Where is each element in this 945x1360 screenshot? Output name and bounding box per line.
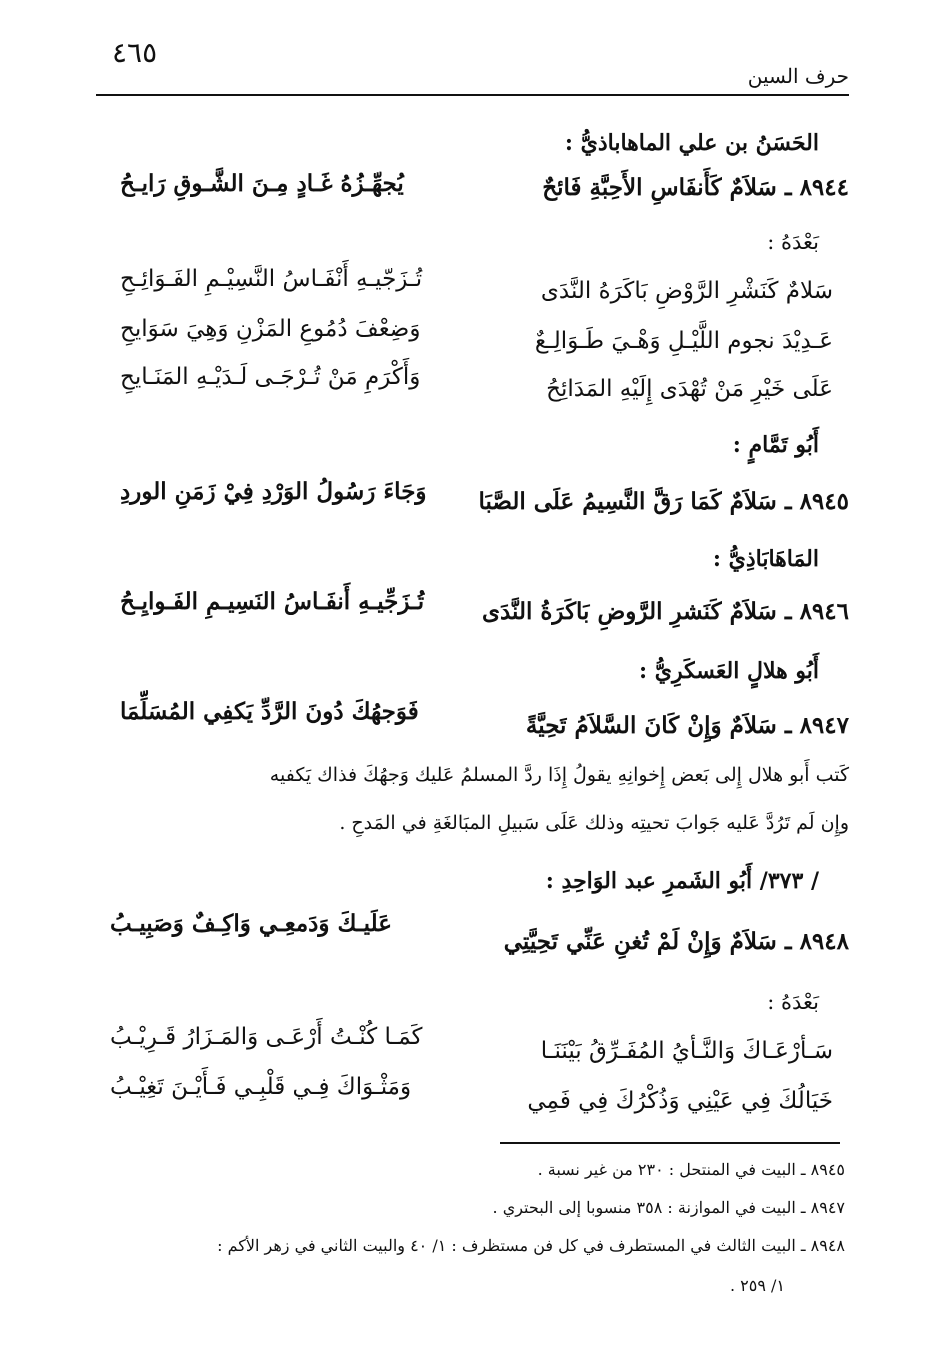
verse-second-hemistich: فَوَجهُكَ دُونَ الرَّدِّ يَكفِي المُسَلِّمَا [120,698,419,725]
poem-line-second: تُـزَجّيـهِ أَنْفَـاسُ النَّسِيْـمِ الفَـوَائِـحِ [120,266,423,292]
poem-intro: بَعْدَهُ : [767,230,819,254]
verse-first-hemistich: ٨٩٤٥ ـ سَلاَمٌ كَمَا رَقَّ النَّسِيمُ عَلَى الصَّبَا [478,488,849,515]
footnote-rule [500,1142,840,1144]
header-rule [96,94,849,96]
poem-line-first: عَلَى خَيْرِ مَنْ تُهْدَى إِلَيْهِ المَدَائِحُ [546,376,833,402]
verse-second-hemistich: يُجهِّـزُهُ غَـادٍ مِـنَ الشَّـوقِ رَايـحُ [120,170,404,197]
poem-line-first: عَـدِيْدَ نجوم اللَّيْـلِ وَهْـيَ طَـوَالِـعٌ [534,328,833,354]
footnote: ٨٩٤٨ ـ البيت الثالث في المستطرف في كل فن مستظرف : ١/ ٤٠ والبيت الثاني في زهر الأكم : [217,1236,845,1255]
poem-line-first: سَلامٌ كَنَشْرِ الرَّوْضِ بَاكَرَهُ النَّدَى [540,278,833,304]
entry-heading: / ٣٧٣/ أَبُو الشَمرِ عبد الوَاحِدِ : [545,868,819,894]
entry-heading: أَبُو هلالٍ العَسكَرِيُّ : [639,658,819,684]
footnote: ٨٩٤٥ ـ البيت في المنتحل : ٢٣٠ من غير نسبة . [537,1160,845,1179]
verse-second-hemistich: عَلَيـكَ وَدَمعِـي وَاكِـفٌ وَصَبِيـبُ [110,910,392,937]
page-number: ٤٦٥ [112,36,158,69]
footnote: ١/ ٢٥٩ . [729,1276,785,1295]
poem-line-second: وَأَكْرَمِ مَنْ تُـرْجَـى لَـدَيْـهِ المَنَـايحِ [120,364,421,390]
prose-line: كَتب أَبو هلال إِلى بَعض إِخوانِهِ يقولُ إِذَا ردَّ المسلمُ عَليك وَجهُكَ فذاك يَكفيه [269,764,849,786]
verse-first-hemistich: ٨٩٤٦ ـ سَلاَمٌ كَنَشرِ الرَّوضِ بَاكَرَةُ النَّدَى [481,598,849,625]
poem-intro: بَعْدَهُ : [767,990,819,1014]
footnote: ٨٩٤٧ ـ البيت في الموازنة : ٣٥٨ منسوبا إلى البحتري . [492,1198,845,1217]
poem-line-second: وَمَثْـوَاكَ فِـي قَلْبِـي فَـأَيْـنَ تَغِيْـبُ [110,1074,412,1100]
verse-first-hemistich: ٨٩٤٨ ـ سَلاَمٌ وَإِنْ لَمْ تُغنِ عَنِّي تَحِيَّتِي [503,928,849,955]
poem-line-first: سَـأرْعَـاكَ وَالنَّـأيُ المُفَـرِّقُ بَيْنَنَـا [540,1038,833,1064]
poem-line-second: كَمَـا كُنْـتُ أَرْعَـى وَالمَـزَارُ قَـرِيْـبُ [110,1024,423,1050]
poem-line-second: وَضِعْفَ دُمُوعِ المَزْنِ وَهِيَ سَوَايحِ [120,316,421,342]
entry-heading: أَبُو تَمَّامٍ : [732,432,819,458]
verse-second-hemistich: تُـزَجِّيـهِ أَنفَـاسُ النَسِيـمِ الفَـوايِـحُ [120,588,425,615]
entry-heading: المَاهَابَاذِيُّ : [712,546,819,572]
poem-line-first: خَيَالُكَ فِي عَيْنِي وَذُكْرُكَ فِي فَمِي [527,1088,833,1114]
prose-line: وإِن لَم تَرُدَّ عَليه جَوابَ تحيتِه وذلك عَلَى سَبيلِ المبَالغَةِ في المَدحِ . [339,812,849,834]
verse-first-hemistich: ٨٩٤٧ ـ سَلاَمٌ وَإِنْ كَانَ السَّلاَمُ تَحِيَّةً [525,712,849,739]
verse-second-hemistich: وَجَاءَ رَسُولُ الوَرْدِ فِيْ زَمَنِ الوردِ [120,478,427,505]
chapter-title: حرف السين [747,64,849,88]
verse-first-hemistich: ٨٩٤٤ ـ سَلاَمٌ كَأَنفَاسِ الأَحِبَّةِ فَائحٌ [542,174,849,201]
entry-heading: الحَسَنُ بن علي الماهاباذيُّ : [564,130,819,156]
